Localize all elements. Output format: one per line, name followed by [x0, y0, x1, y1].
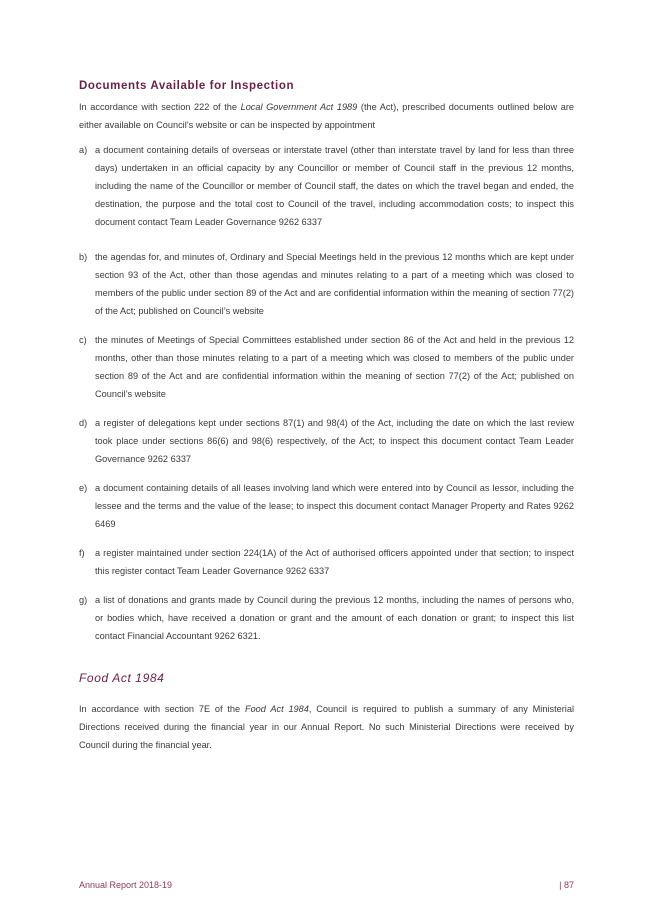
list-spacer	[79, 533, 574, 544]
intro-text-start: In accordance with section 222 of the	[79, 102, 241, 112]
list-item-text: a document containing details of all leases involving land which were entered into by Council as lessor, including the lessee and the terms and the value of the lease; to inspect this document contact Manager Property and Rates 9262 6469	[95, 483, 574, 529]
intro-paragraph	[79, 98, 574, 134]
list-spacer	[79, 580, 574, 591]
list-item-marker: e)	[79, 483, 88, 493]
food-text-start: In accordance with section 7E of the	[79, 704, 245, 714]
list-item-text: a list of donations and grants made by Council during the previous 12 months, including the names of persons who, or bodies which, have received a donation or grant and the amount of each donation or grant; to inspect this list contact Financial Accountant 9262 6321.	[95, 595, 574, 641]
list-item-text: a register of delegations kept under sections 87(1) and 98(4) of the Act, including the date on which the last review took place under sections 86(6) and 98(6) respectively, of the Act; to inspect this document contact Team Leader Governance 9262 6337	[95, 418, 574, 464]
list-item-text: a document containing details of overseas or interstate travel (other than interstate travel by land for less than three days) undertaken in an official capacity by any Councillor or member of Council staff in the previous 12 months, including the name of the Councillor or member of Council staff, the dates on which the travel began and ended, the destination, the purpose and the total cost to Council of the travel, including accommodation costs; to inspect this document contact Team Leader Governance 9262 6337	[95, 145, 574, 227]
food-text-end: , Council is required to publish a summary of any Ministerial Directions received during the financial year in our Annual Report. No such Ministerial Directions were received by Council during the financial year.	[79, 704, 574, 750]
food-act-paragraph	[79, 700, 574, 754]
list-item-text: the agendas for, and minutes of, Ordinary and Special Meetings held in the previous 12 months which are kept under section 93 of the Act, other than those agendas and minutes relating to a part of a meeting which was closed to members of the public under section 89 of the Act and are confidential information within the meaning of section 77(2) of the Act; published on Council’s website	[95, 252, 574, 316]
list-item	[79, 479, 574, 533]
footer-report-title: Annual Report 2018-19	[79, 880, 173, 890]
section-heading: Documents Available for Inspection	[79, 80, 295, 92]
list-item-marker: f)	[79, 548, 85, 558]
list-item-text: the minutes of Meetings of Special Committees established under section 86 of the Act and held in the previous 12 months, other than those minutes relating to a part of a meeting which was closed to members of the public under section 89 of the Act and are confidential information within the meaning of section 77(2) of the Act; published on Council’s website	[95, 335, 574, 399]
list-item	[79, 591, 574, 645]
documents-list	[79, 141, 574, 645]
list-spacer	[79, 320, 574, 331]
list-item	[79, 544, 574, 580]
list-item-marker: b)	[79, 252, 88, 262]
list-spacer	[79, 231, 574, 248]
list-spacer	[79, 403, 574, 414]
footer-page-number: | 87	[559, 880, 574, 890]
food-act-name: Food Act 1984	[244, 704, 309, 714]
list-spacer	[79, 468, 574, 479]
list-item-text: a register maintained under section 224(1A) of the Act of authorised officers appointed under that section; to inspect this register contact Team Leader Governance 9262 6337	[95, 548, 574, 576]
list-item	[79, 248, 574, 320]
list-item-marker: c)	[79, 335, 87, 345]
food-act-heading: Food Act 1984	[79, 671, 165, 685]
list-item-marker: a)	[79, 145, 88, 155]
list-item	[79, 414, 574, 468]
page-footer	[79, 880, 574, 894]
list-item	[79, 331, 574, 403]
list-item-marker: d)	[79, 418, 88, 428]
document-page	[79, 0, 574, 923]
intro-act-name: Local Government Act 1989	[240, 102, 358, 112]
list-item-marker: g)	[79, 595, 88, 605]
list-item	[79, 141, 574, 231]
intro-text-end: (the Act), prescribed documents outlined below are either available on Council’s website or can be inspected by appointment	[79, 102, 574, 130]
